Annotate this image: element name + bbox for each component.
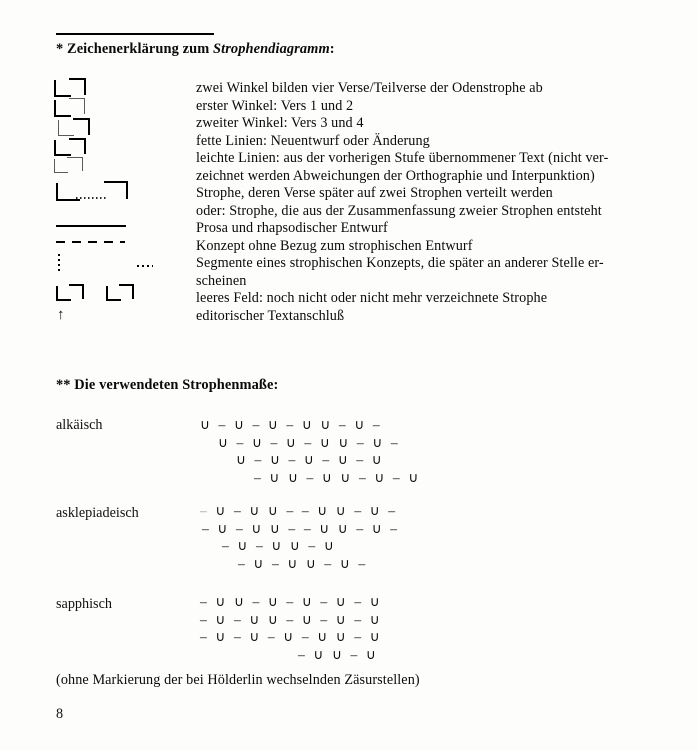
metric-row: – ∪ – ∪ ∪ – ∪ – [238, 555, 368, 571]
metrics-rows-alkaeisch [200, 416, 421, 486]
legend-line: erster Winkel: Vers 1 und 2 [196, 97, 354, 114]
metric-row: – ∪ ∪ – ∪ [298, 646, 379, 662]
legend-heading-italic: Strophendiagramm [213, 41, 330, 57]
metric-row: – ∪ – ∪ ∪ – ∪ [222, 538, 337, 554]
metric-row: – ∪ – ∪ ∪ – ∪ – ∪ – ∪ [200, 611, 383, 627]
metrics-rows-sapphisch [200, 593, 382, 663]
legend-heading [56, 41, 335, 59]
legend-line: fette Linien: Neuentwurf oder Änderung [196, 132, 430, 149]
metrics-label-asklepiadeisch: asklepiadeisch [56, 505, 139, 521]
page-number: 8 [56, 706, 64, 722]
metric-row: ∪ – ∪ – ∪ – ∪ – ∪ [236, 452, 385, 468]
legend-line: scheinen [196, 272, 247, 289]
metric-row: – ∪ ∪ – ∪ ∪ – ∪ – ∪ [254, 469, 421, 485]
legend-line: Strophe, deren Verse später auf zwei Strophen verteilt werden [196, 185, 553, 201]
legend-heading-suffix: : [329, 41, 335, 57]
metric-row: ∪ – ∪ – ∪ – ∪ ∪ – ∪ – [200, 417, 383, 432]
metric-row: – ∪ – ∪ – ∪ – ∪ ∪ – ∪ [200, 629, 383, 645]
metrics-label-alkaeisch: alkäisch [56, 417, 103, 433]
legend-line: Konzept ohne Bezug zum strophischen Entwurf [196, 237, 473, 254]
legend-line: Prosa und rhapsodischer Entwurf [196, 220, 388, 236]
legend-line: Segmente eines strophischen Konzepts, die später an anderer Stelle er- [196, 255, 604, 271]
metrics-rows-asklepiadeisch [200, 502, 400, 572]
metric-row: – ∪ – ∪ ∪ – – ∪ ∪ – ∪ – [202, 520, 400, 536]
legend-description-list [196, 80, 608, 325]
metric-row: – ∪ – ∪ ∪ – – ∪ ∪ – ∪ – [200, 503, 398, 518]
up-arrow-icon: ↑ [57, 307, 65, 323]
legend-line: zwei Winkel bilden vier Verse/Teilverse der Odenstrophe ab [196, 80, 543, 96]
top-horizontal-rule [56, 33, 214, 35]
metrics-heading: ** Die verwendeten Strophenmaße: [56, 377, 279, 393]
legend-line: leeres Feld: noch nicht oder nicht mehr verzeichnete Strophe [196, 290, 548, 306]
legend-line: zeichnet werden Abweichungen der Orthographie und Interpunktion) [196, 167, 595, 184]
legend-line: zweiter Winkel: Vers 3 und 4 [196, 115, 364, 131]
legend-line: leichte Linien: aus der vorherigen Stufe übernommener Text (nicht ver- [196, 150, 609, 166]
metric-row: ∪ – ∪ – ∪ – ∪ ∪ – ∪ – [218, 434, 401, 450]
metric-row: – ∪ ∪ – ∪ – ∪ – ∪ – ∪ [200, 594, 383, 609]
legend-line: oder: Strophe, die aus der Zusammenfassung zweier Strophen entsteht [196, 202, 602, 219]
legend-heading-prefix: * Zeichenerklärung zum [56, 41, 213, 57]
metrics-note: (ohne Markierung der bei Hölderlin wechselnden Zäsurstellen) [56, 672, 420, 688]
legend-line: editorischer Textanschluß [196, 307, 345, 324]
metrics-label-sapphisch: sapphisch [56, 596, 112, 612]
